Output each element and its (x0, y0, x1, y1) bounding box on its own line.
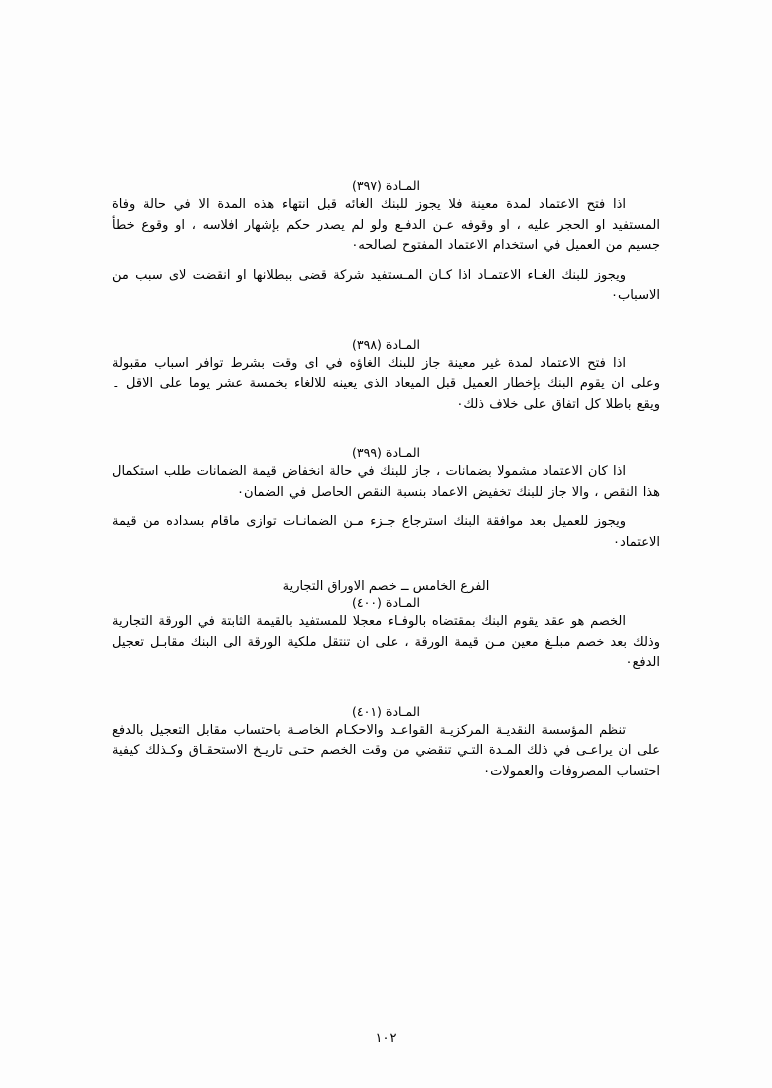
spacer (112, 553, 660, 579)
article-heading: المـادة (٣٩٧) (352, 178, 420, 193)
article-block-397 (112, 178, 660, 307)
article-paragraph: ويجوز للبنك الغـاء الاعتمـاد اذا كـان المـستفيد شركة قضى ببطلانها او انقضت لاى سبب من الاسباب٠ (112, 267, 660, 303)
section-block-five (112, 579, 660, 594)
spacer (112, 307, 660, 337)
article-paragraph: اذا فتح الاعتماد لمدة معينة فلا يجوز للبنك الغائه قبل انتهاء هذه المدة الا في حالة وفاة المستفيد او الحجر عليه ، او وقوفه عـن الدفـع ولو لم يصدر حكم بإشهار افلاسه ، او وقوع خطأ جسيم من العميل في استخدام الاعتماد المفتوح لصالحه٠ (112, 197, 660, 253)
article-paragraph: ويجوز للعميل بعد موافقة البنك استرجاع جـزء مـن الضمانـات توازى ماقام بسداده من قيمة الاعتماد٠ (112, 514, 660, 550)
spacer (112, 503, 660, 512)
spacer (112, 257, 660, 266)
article-heading: المـادة (٤٠١) (352, 703, 420, 719)
article-paragraph: تنظم المؤسسة النقديـة المركزيـة القواعـد والاحكـام الخاصـة باحتساب مقابل التعجيل بالدفع على ان يراعـى في ذلك المـدة التـي تنقضي من وقت الخصم حتـى تاريـخ الاستحقـاق وكـذلك كيفية احتساب المصروفات والعمولات٠ (112, 722, 660, 779)
article-block-399 (112, 445, 660, 553)
document-body (112, 178, 660, 782)
article-block-401 (112, 704, 660, 783)
spacer (112, 674, 660, 704)
article-block-398 (112, 337, 660, 416)
page-number: ١٠٢ (375, 1031, 397, 1046)
article-paragraph: اذا كان الاعتماد مشمولا بضمانات ، جاز للبنك في حالة انخفاض قيمة الضمانات طلب استكمال هذا النقص ، والا جاز للبنك تخفيض الاعماد بنسبة النقص الحاصل في الضمان٠ (112, 464, 660, 500)
article-paragraph: الخصم هو عقد يقوم البنك بمقتضاه بالوفـاء معجلا للمستفيد بالقيمة الثابتة في الورقة التجارية وذلك بعد خصم مبلـغ معين مـن قيمة الورقة ، على ان تنتقل ملكية الورقة الى البنك مقابـل تعجيل الدفع٠ (112, 614, 660, 670)
article-paragraph: اذا فتح الاعتماد لمدة غير معينة جاز للبنك الغاؤه في اى وقت بشرط توافر اسباب مقبولة وعلى ان يقوم البنك بإخطار العميل قبل الميعاد الذى يعينه للالغاء بخمسة عشر يوما على الاقل ۔ ويقع باطلا كل اتفاق على خلاف ذلك٠ (112, 355, 660, 412)
section-heading: الفرع الخامس ــ خصم الاوراق التجارية (282, 579, 490, 594)
article-heading: المـادة (٤٠٠) (352, 595, 420, 610)
spacer (112, 415, 660, 445)
article-heading: المـادة (٣٩٩) (352, 445, 420, 460)
article-block-400 (112, 595, 660, 674)
article-heading: المـادة (٣٩٨) (352, 336, 420, 352)
